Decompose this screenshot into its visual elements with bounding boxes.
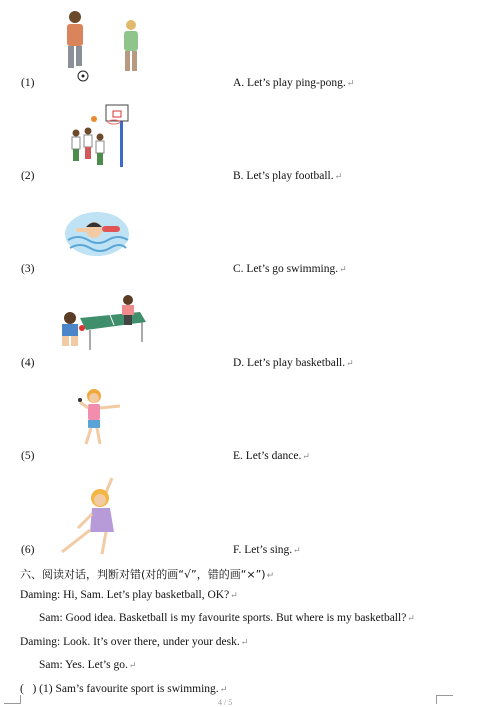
item-number: (1): [21, 77, 35, 89]
option-text: B. Let’s play football.↵: [233, 170, 343, 182]
basketball-players-icon: [66, 103, 132, 174]
item-number: (6): [21, 544, 35, 556]
dancer-icon: [54, 474, 126, 561]
option-text: D. Let’s play basketball.↵: [233, 357, 354, 369]
dialogue-line: Daming: Hi, Sam. Let’s play basketball, OK?↵: [20, 589, 238, 601]
dialogue-line: Sam: Good idea. Basketball is my favourite sports. But where is my basketball?↵: [39, 612, 415, 624]
judgement-question: ( ) (1) Sam’s favourite sport is swimming.↵: [20, 683, 228, 695]
item-number: (3): [21, 263, 35, 275]
option-text: E. Let’s dance.↵: [233, 450, 310, 462]
ping-pong-players-icon: [50, 292, 148, 355]
item-number: (2): [21, 170, 35, 182]
dialogue-line: Sam: Yes. Let’s go.↵: [39, 659, 137, 671]
option-text: A. Let’s play ping-pong.↵: [233, 77, 355, 89]
section-heading: 六、阅读对话，判断对错(对的画“√”，错的画“×”)↵: [20, 568, 275, 581]
page-number: 4 / 5: [218, 698, 233, 707]
option-text: F. Let’s sing.↵: [233, 544, 301, 556]
dialogue-line: Daming: Look. It’s over there, under your desk.↵: [20, 636, 249, 648]
boys-with-football-icon: [54, 8, 154, 87]
swimmer-icon: [64, 200, 130, 263]
singer-icon: [74, 386, 126, 453]
item-number: (4): [21, 357, 35, 369]
option-text: C. Let’s go swimming.↵: [233, 263, 347, 275]
item-number: (5): [21, 450, 35, 462]
